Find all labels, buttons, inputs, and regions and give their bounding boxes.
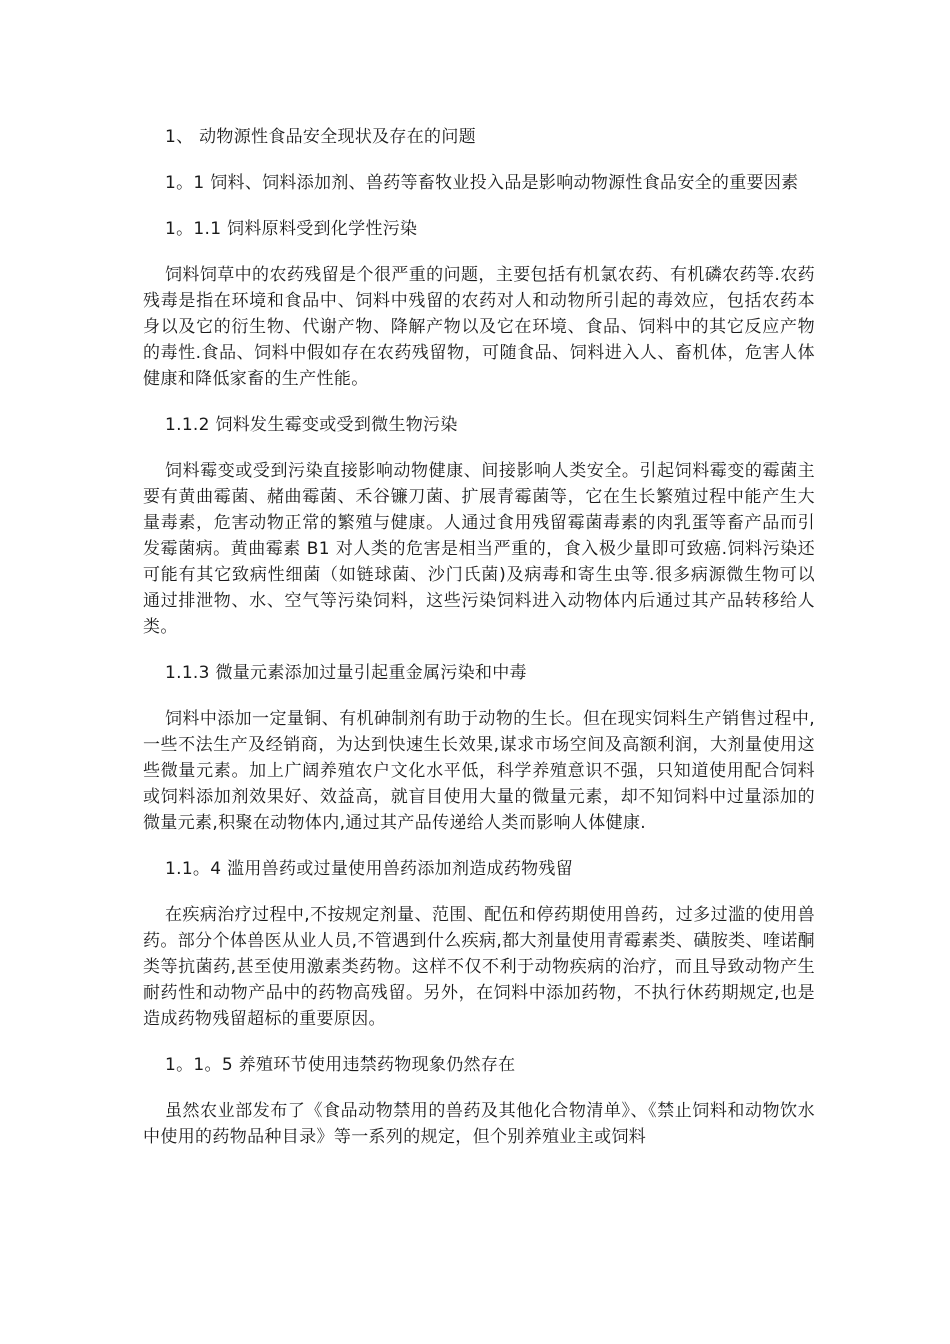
section-heading-1-1-3: 1.1.3 微量元素添加过量引起重金属污染和中毒 [165, 663, 527, 683]
paragraph-mold-contamination: 饲料霉变或受到污染直接影响动物健康、间接影响人类安全。引起饲料霉变的霉菌主要有黄曲霉菌、赭曲霉菌、禾谷镰刀菌、扩展青霉菌等，它在生长繁殖过程中能产生大量毒素，危害动物正常的繁殖与健康。人通过食用残留霉菌毒素的肉乳蛋等畜产品而引发霉菌病。黄曲霉素 B1 对人类的危害是相当严重的，食入极少量即可致癌.饲料污染还可能有其它致病性细菌（如链球菌、沙门氏菌)及病毒和寄生虫等.很多病源微生物可以通过排泄物、水、空气等污染饲料，这些污染饲料进入动物体内后通过其产品转移给人类。 [143, 461, 815, 637]
section-heading-1-1-1: 1。1.1 饲料原料受到化学性污染 [165, 219, 418, 239]
section-heading-1-1: 1。1 饲料、饲料添加剂、兽药等畜牧业投入品是影响动物源性食品安全的重要因素 [165, 173, 799, 193]
section-heading-1-1-5: 1。1。5 养殖环节使用违禁药物现象仍然存在 [165, 1055, 516, 1075]
document-body [143, 124, 815, 1150]
section-heading-1-1-2: 1.1.2 饲料发生霉变或受到微生物污染 [165, 415, 458, 435]
section-heading-1: 1、 动物源性食品安全现状及存在的问题 [165, 127, 476, 147]
paragraph-banned-drugs: 虽然农业部发布了《食品动物禁用的兽药及其他化合物清单》、《禁止饲料和动物饮水中使用的药物品种目录》等一系列的规定，但个别养殖业主或饲料 [143, 1101, 815, 1147]
paragraph-pesticide-residue: 饲料饲草中的农药残留是个很严重的问题，主要包括有机氯农药、有机磷农药等.农药残毒是指在环境和食品中、饲料中残留的农药对人和动物所引起的毒效应，包括农药本身以及它的衍生物、代谢产物、降解产物以及它在环境、食品、饲料中的其它反应产物的毒性.食品、饲料中假如存在农药残留物，可随食品、饲料进入人、畜机体，危害人体健康和降低家畜的生产性能。 [143, 265, 815, 389]
section-heading-1-1-4: 1.1。4 滥用兽药或过量使用兽药添加剂造成药物残留 [165, 859, 574, 879]
paragraph-trace-elements: 饲料中添加一定量铜、有机砷制剂有助于动物的生长。但在现实饲料生产销售过程中,一些不法生产及经销商，为达到快速生长效果,谋求市场空间及高额利润，大剂量使用这些微量元素。加上广阔养殖农户文化水平低，科学养殖意识不强，只知道使用配合饲料或饲料添加剂效果好、效益高，就盲目使用大量的微量元素，却不知饲料中过量添加的微量元素,积聚在动物体内,通过其产品传递给人类而影响人体健康. [143, 709, 815, 833]
paragraph-veterinary-drugs: 在疾病治疗过程中,不按规定剂量、范围、配伍和停药期使用兽药，过多过滥的使用兽药。部分个体兽医从业人员,不管遇到什么疾病,都大剂量使用青霉素类、磺胺类、喹诺酮类等抗菌药,甚至使用激素类药物。这样不仅不利于动物疾病的治疗，而且导致动物产生耐药性和动物产品中的药物高残留。另外，在饲料中添加药物，不执行休药期规定,也是造成药物残留超标的重要原因。 [143, 905, 815, 1029]
